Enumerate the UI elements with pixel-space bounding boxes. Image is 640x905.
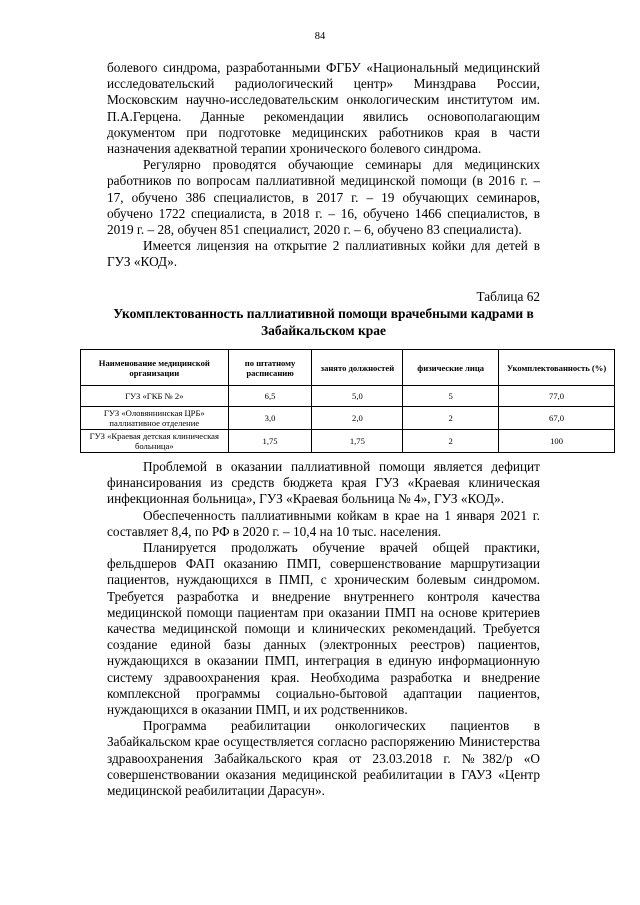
top-text-block [107, 60, 540, 271]
column-header: Укомплектованность (%) [499, 350, 615, 386]
table-cell: 1,75 [228, 430, 312, 453]
table-label: Таблица 62 [476, 289, 540, 304]
column-header: Наименование медицинской организации [81, 350, 229, 386]
paragraph: Планируется продолжать обучение врачей общей практики, фельдшеров ФАП оказанию ПМП, совершенствование маршрутизации пациентов, нуждающихся в ПМП, с хроническим болевым синдромом. Требуется разработка и внедрение внутреннего контроля качества медицинской помощи пациентам при оказании ПМП на основе критериев качества медицинской помощи и клинических рекомендаций. Требуется создание единой базы данных (электронных реестров) пациентов, нуждающихся в оказании ПМП, интеграция в единую информационную систему здравоохранения края. Необходима разработка и внедрение комплексной программы социально-бытовой адаптации пациентов, нуждающихся в оказании ПМП, и их родственников. [107, 540, 540, 718]
bottom-text-block [107, 459, 540, 799]
paragraph: болевого синдрома, разработанными ФГБУ «Национальный медицинский исследовательский радиологический центр» Минздрава России, Московским научно-исследовательским онкологическим институтом им. П.А.Герцена. Данные рекомендации явились основополагающим документом при подготовке медицинских работников края в части назначения адекватной терапии хронического болевого синдрома. [107, 60, 540, 157]
column-header: по штатному расписанию [228, 350, 312, 386]
staffing-table [80, 349, 615, 453]
table-cell: 5 [403, 386, 499, 407]
paragraph: Регулярно проводятся обучающие семинары для медицинских работников по вопросам паллиативной медицинской помощи (в 2016 г. – 17, обучено 386 специалистов, в 2017 г. – 19 обучающих семинаров, обучено 1722 специалиста, в 2018 г. – 16, обучено 1466 специалистов, в 2019 г. – 28, обучен 851 специалист, 2020 г. – 6, обучено 83 специалиста). [107, 157, 540, 238]
table-cell: ГУЗ «Краевая детская клиническая больница» [81, 430, 229, 453]
table-cell: 6,5 [228, 386, 312, 407]
page-number: 84 [314, 31, 326, 42]
column-header: физические лица [403, 350, 499, 386]
table-cell: 5,0 [312, 386, 403, 407]
table-row [81, 386, 615, 407]
column-header: занято должностей [312, 350, 403, 386]
table-cell: 2 [403, 430, 499, 453]
table-header-row [81, 350, 615, 386]
table-cell: ГУЗ «Оловяннинская ЦРБ» паллиативное отделение [81, 407, 229, 430]
table-cell: 67,0 [499, 407, 615, 430]
table-row [81, 407, 615, 430]
table-cell: 100 [499, 430, 615, 453]
paragraph: Программа реабилитации онкологических пациентов в Забайкальском крае осуществляется согласно распоряжению Министерства здравоохранения Забайкальского края от 23.03.2018 г. №382/р «О совершенствовании оказания медицинской реабилитации в ГАУЗ «Центр медицинской реабилитации Дарасун». [107, 718, 540, 799]
table-cell: 2 [403, 407, 499, 430]
paragraph: Проблемой в оказании паллиативной помощи является дефицит финансирования из средств бюджета края ГУЗ «Краевая клиническая инфекционная больница», ГУЗ «Краевая больница № 4», ГУЗ «КОД». [107, 459, 540, 507]
table-row [81, 430, 615, 453]
table-cell: 3,0 [228, 407, 312, 430]
table-title: Укомплектованность паллиативной помощи врачебными кадрами в Забайкальском крае [113, 306, 534, 338]
table-cell: ГУЗ «ГКБ № 2» [81, 386, 229, 407]
table-cell: 77,0 [499, 386, 615, 407]
paragraph: Обеспеченность паллиативными койкам в крае на 1 января 2021 г. составляет 8,4, по РФ в 2020 г. – 10,4 на 10 тыс. населения. [107, 507, 540, 539]
paragraph: Имеется лицензия на открытие 2 паллиативных койки для детей в ГУЗ «КОД». [107, 238, 540, 270]
table-cell: 2,0 [312, 407, 403, 430]
table-cell: 1,75 [312, 430, 403, 453]
